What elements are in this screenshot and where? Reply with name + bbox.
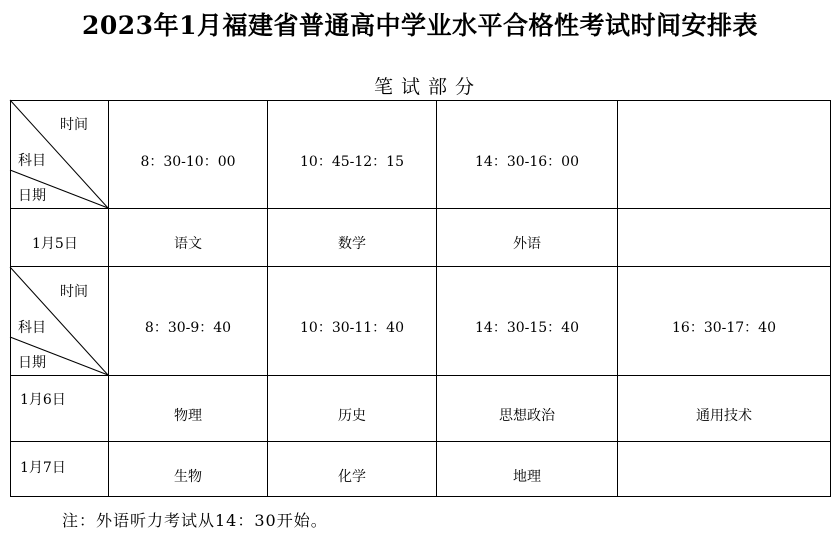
subject-cell: 外语 — [513, 236, 541, 252]
subject-cell: 数学 — [338, 236, 366, 252]
subject-cell: 历史 — [338, 408, 366, 424]
subject-cell: 化学 — [338, 469, 366, 485]
subject-cell: 物理 — [174, 408, 202, 424]
exam-date: 1月6日 — [20, 392, 66, 408]
subject-cell: 通用技术 — [696, 408, 752, 424]
corner-label-time: 时间 — [60, 117, 88, 133]
table-border — [11, 101, 831, 497]
corner-label-date: 日期 — [18, 355, 46, 371]
corner-label-time: 时间 — [60, 284, 88, 300]
exam-date: 1月7日 — [20, 460, 66, 476]
subject-cell: 地理 — [513, 469, 541, 485]
footnote: 注：外语听力考试从14：30开始。 — [62, 511, 328, 530]
time-slot: 8：30-9：40 — [144, 320, 232, 336]
section-subtitle: 笔试部分 — [373, 76, 482, 98]
time-slot: 8：30-10：00 — [140, 154, 236, 170]
time-slot: 10：30-11：40 — [300, 320, 404, 336]
time-slot: 10：45-12：15 — [300, 154, 404, 170]
subject-cell: 思想政治 — [499, 408, 555, 424]
time-slot: 14：30-15：40 — [475, 320, 579, 336]
corner-label-date: 日期 — [18, 188, 46, 204]
subject-cell: 生物 — [174, 469, 202, 485]
corner-label-subject: 科目 — [18, 320, 46, 336]
time-slot: 14：30-16：00 — [475, 154, 579, 170]
corner-label-subject: 科目 — [18, 153, 46, 169]
page-title: 2023年1月福建省普通高中学业水平合格性考试时间安排表 — [82, 11, 758, 40]
subject-cell: 语文 — [174, 236, 202, 252]
exam-date: 1月5日 — [32, 236, 78, 252]
time-slot: 16：30-17：40 — [672, 320, 776, 336]
